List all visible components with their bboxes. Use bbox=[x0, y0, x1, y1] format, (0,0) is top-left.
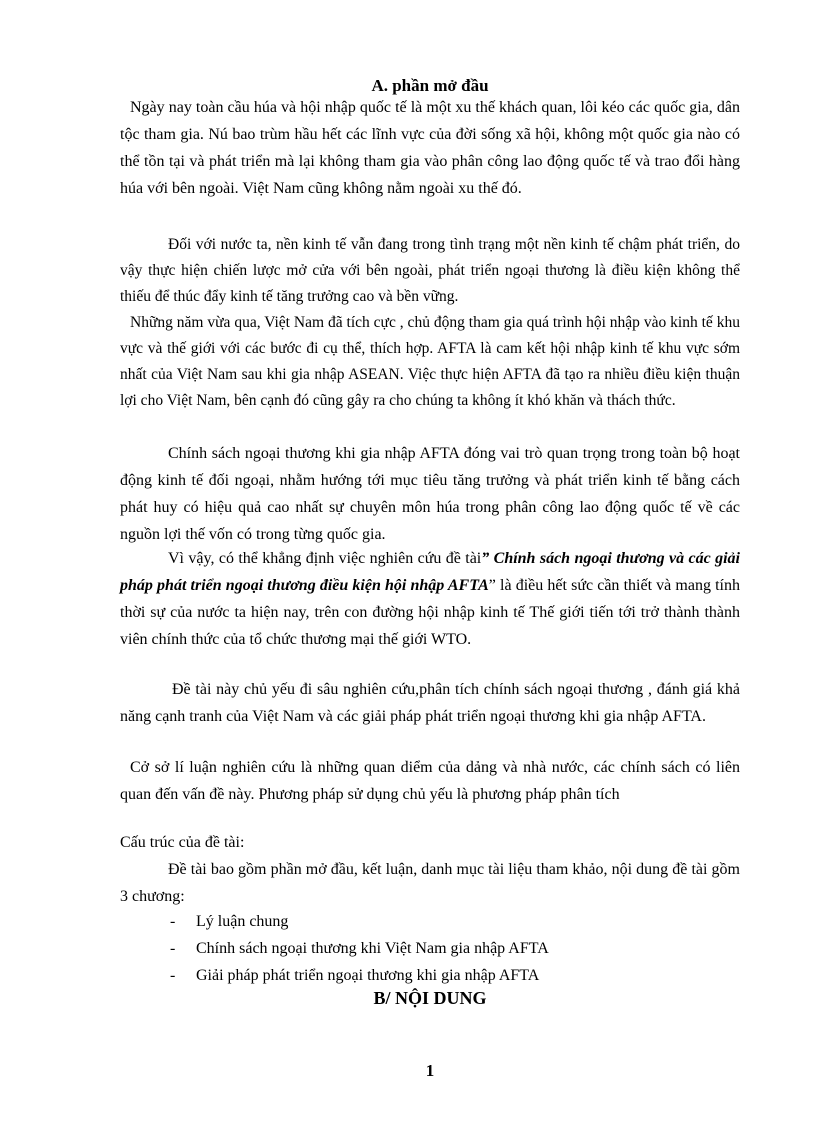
paragraph-economy: Đối với nước ta, nền kinh tế vẫn đang trong tình trạng một nền kinh tế chậm phát triển, do vậy thực hiện chiến lược mở cửa với bên ngoài, phát triển ngoại thương là điều kiện không thể thiếu để thúc đẩy kinh tế tăng trưởng cao và bền vững. bbox=[120, 236, 740, 305]
topic-intro-text: Vì vậy, có thể khẳng định việc nghiên cứu đề tài bbox=[168, 550, 482, 567]
structure-label: Cấu trúc của đề tài: bbox=[120, 834, 245, 851]
paragraph-globalization: Ngày nay toàn cầu húa và hội nhập quốc tế là một xu thế khách quan, lôi kéo các quốc gia, dân tộc tham gia. Nú bao trùm hầu hết các lĩnh vực của đời sống xã hội, không một quốc gia nào có thể tồn tại và phát triển mà lại không tham gia vào phân công lao động quốc tế và trao đổi hàng húa với bên ngoài. Việt Nam cũng không nằm ngoài xu thế đó. bbox=[120, 99, 740, 197]
chapter-list bbox=[170, 908, 730, 989]
chapter-title: Chính sách ngoại thương khi Việt Nam gia nhập AFTA bbox=[196, 940, 549, 957]
paragraph-integration: Những năm vừa qua, Việt Nam đã tích cực , chủ động tham gia quá trình hội nhập vào kinh tế khu vực và thế giới với các bước đi cụ thể, thích hợp. AFTA là cam kết hội nhập kinh tế khu vực sớm nhất của Việt Nam sau khi gia nhập ASEAN. Việc thực hiện AFTA đã tạo ra nhiều điều kiện thuận lợi cho Việt Nam, bên cạnh đó cũng gây ra cho chúng ta không ít khó khăn và thách thức. bbox=[120, 314, 740, 409]
chapter-title: Giải pháp phát triển ngoại thương khi gia nhập AFTA bbox=[196, 967, 540, 984]
chapter-title: Lý luận chung bbox=[196, 913, 289, 930]
dash-marker: - bbox=[170, 940, 176, 957]
paragraph-structure: Đề tài bao gồm phần mở đầu, kết luận, danh mục tài liệu tham khảo, nội dung đề tài gồm 3 chương: bbox=[120, 861, 740, 905]
paragraph-trade-policy: Chính sách ngoại thương khi gia nhập AFTA đóng vai trò quan trọng trong toàn bộ hoạt động kinh tế đối ngoại, nhằm hướng tới mục tiêu tăng trưởng và phát triển kinh tế bằng cách phát huy có hiệu quả cao nhất sự chuyên môn húa trong phân công lao động quốc tế về các nguồn lợi thế vốn có trong từng quốc gia. bbox=[120, 445, 740, 543]
topic-after-text: ” là điều hết sức cần thiết và mang tính thời sự của nước ta hiện nay, trên con đường hội nhập kinh tế Thế giới tiến tới trở thành thành viên chính thức của tổ chức thương mại thế giới WTO. bbox=[120, 577, 740, 648]
section-heading-content: B/ NỘI DUNG bbox=[373, 988, 487, 1008]
list-item bbox=[170, 908, 730, 935]
dash-marker: - bbox=[170, 967, 176, 984]
dash-marker: - bbox=[170, 913, 176, 930]
paragraph-methodology: Cở sở lí luận nghiên cứu là những quan diểm của dảng và nhà nước, các chính sách có liên quan đến vấn đề này. Phương pháp sử dụng chủ yếu là phương pháp phân tích bbox=[120, 759, 740, 803]
topic-title-emphasis: ” Chính sách ngoại thương và các giải pháp phát triển ngoại thương điều kiện hội nhập AFTA bbox=[120, 550, 740, 594]
heading-introduction: A. phần mở đầu bbox=[371, 76, 489, 95]
list-item bbox=[170, 935, 730, 962]
page-number: 1 bbox=[425, 1061, 435, 1080]
paragraph-research-focus: Đề tài này chủ yếu đi sâu nghiên cứu,phân tích chính sách ngoại thương , đánh giá khả năng cạnh tranh của Việt Nam và các giải pháp phát triển ngoại thương khi gia nhập AFTA. bbox=[120, 681, 740, 725]
list-item bbox=[170, 962, 730, 989]
paragraph-topic-importance bbox=[120, 545, 740, 653]
